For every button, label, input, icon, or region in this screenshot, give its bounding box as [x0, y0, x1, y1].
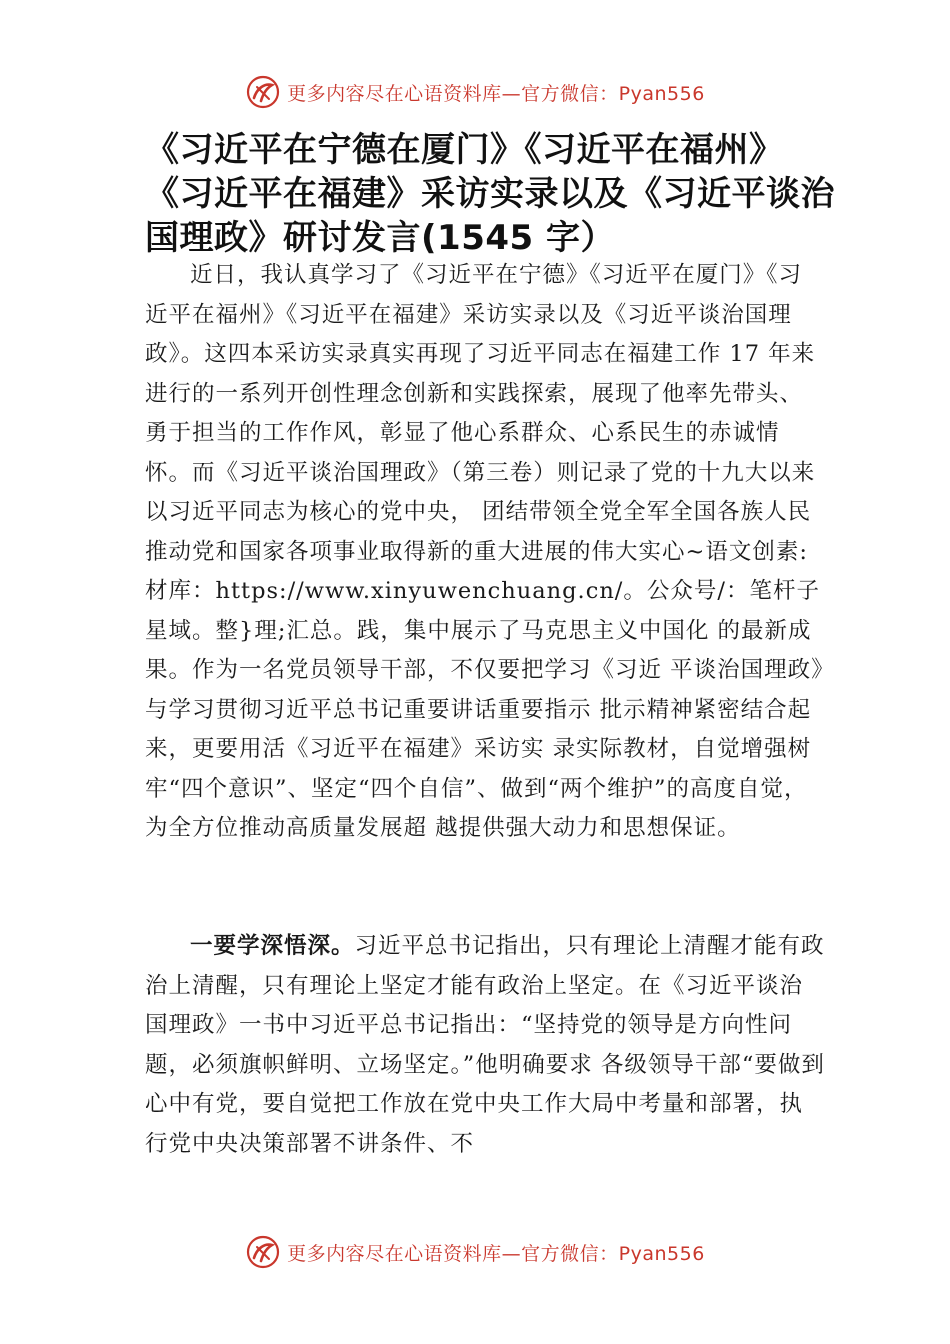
paragraph-2-text: 习近平总书记指出，只有理论上清醒才能有政治上清醒，只有理论上坚定才能有政治上坚定。在《习近平谈治国理政》一书中习近平总书记指出：“坚持党的领导是方向性问题，必须旗帜鲜明、立场坚定。”他明确要求 各级领导干部“要做到心中有党，要自觉把工作放在党中央工作大局中考量和部署，执行党中央决策部署不讲条件、不 [145, 933, 825, 1157]
body-paragraph-1: 近日，我认真学习了《习近平在宁德》《习近平在厦门》《习近平在福州》《习近平在福建》采访实录以及《习近平谈治国理政》。这四本采访实录真实再现了习近平同志在福建工作 17 年来进行的一系列开创性理念创新和实践探索，展现了他率先带头、勇于担当的工作作风，彰显了他心系群众、心系民生的赤诚情怀。而《习近平谈治国理政》（第三卷）则记录了党的十九大以来以习近平同志为核心的党中央， 团结带领全党全军全国各族人民推动党和国家各项事业取得新的重大进展的伟大实心~语文创素:材库：https://www.xinyuwenchuang.cn/。公众号/：笔杆子星域。整}理;汇总。践，集中展示了马克思主义中国化 的最新成果。作为一名党员领导干部，不仅要把学习《习近 平谈治国理政》与学习贯彻习近平总书记重要讲话重要指示 批示精神紧密结合起来，更要用活《习近平在福建》采访实 录实际教材，自觉增强树牢“四个意识”、坚定“四个自信”、做到“两个维护”的高度自觉，为全方位推动高质量发展超 越提供强大动力和思想保证。 [145, 262, 824, 841]
red-seal-logo-icon [245, 1234, 281, 1270]
header-watermark-banner [0, 68, 950, 116]
header-watermark-text: 更多内容尽在心语资料库—官方微信：Pyan556 [287, 82, 705, 105]
red-seal-logo-icon [245, 74, 281, 110]
footer-watermark-banner [0, 1228, 950, 1276]
paragraph-2-lead: 一要学深悟深。 [190, 933, 355, 959]
body-paragraph-2 [145, 927, 825, 1164]
footer-watermark-text: 更多内容尽在心语资料库—官方微信：Pyan556 [287, 1242, 705, 1265]
document-title: 《习近平在宁德在厦门》《习近平在福州》《习近平在福建》采访实录以及《习近平谈治国理政》研讨发言(1545 字） [145, 130, 835, 258]
